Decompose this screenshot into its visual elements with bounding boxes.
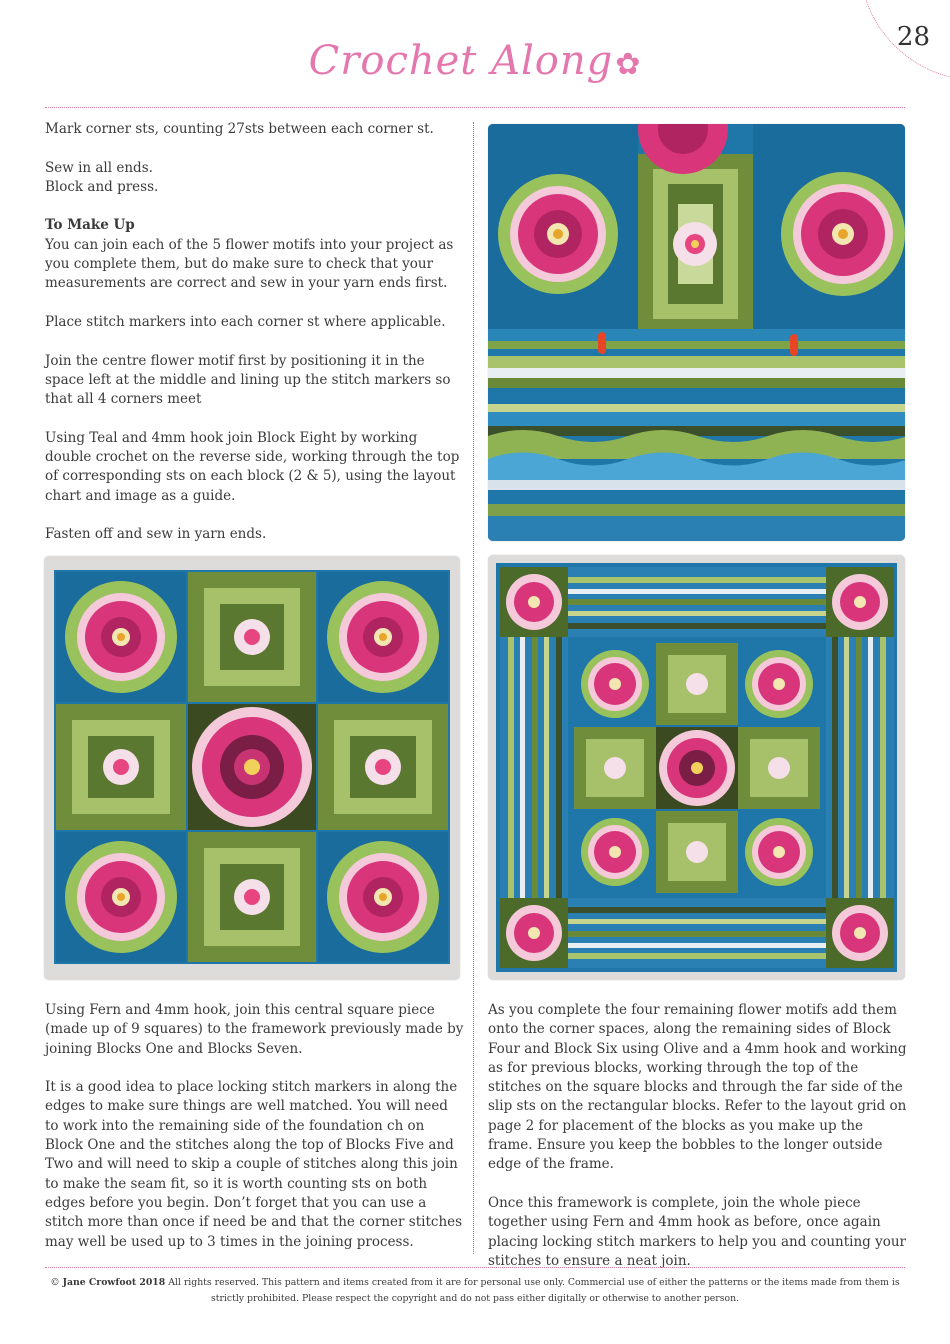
photo-complete-framework bbox=[488, 555, 905, 980]
instructions-right-bottom bbox=[488, 1001, 908, 1290]
paragraph: Once this framework is complete, join the whole piece together using Fern and 4mm hook as before, once again placing locking stitch markers to help you and counting your stitches to ensure a neat join. bbox=[488, 1194, 906, 1269]
paragraph: Mark corner sts, counting 27sts between each corner st. bbox=[45, 121, 434, 137]
page-number: 28 bbox=[896, 22, 930, 52]
top-divider bbox=[45, 107, 905, 108]
copyright-author: Jane Crowfoot 2018 bbox=[62, 1277, 166, 1288]
paragraph: Block and press. bbox=[45, 178, 159, 195]
photo-nine-square-piece bbox=[44, 556, 460, 980]
copyright-symbol: © bbox=[50, 1277, 60, 1288]
paragraph: As you complete the four remaining flower motifs add them onto the corner spaces, along the remaining sides of Block Four and Block Six using Olive and a 4mm hook and working as for previous blocks, working through the top of the stitches on the square blocks and through the far side of the slip sts on the rectangular blocks. Refer to the layout grid on page 2 for placement of the blocks as you make up the frame. Ensure you keep the bobbles to the longer outside edge of the frame. bbox=[488, 1002, 907, 1173]
paragraph: Using Teal and 4mm hook join Block Eight by working double crochet on the reverse side, working through the top of corresponding sts on each block (2 & 5), using the layout chart and image as a guide. bbox=[45, 429, 460, 504]
paragraph: Join the centre flower motif first by positioning it in the space left at the middle and lining up the stitch markers so that all 4 corners meet bbox=[45, 352, 451, 408]
paragraph: Sew in all ends. bbox=[45, 159, 153, 176]
page-title bbox=[0, 38, 950, 84]
instructions-left-top bbox=[45, 120, 465, 564]
page-title-text: Crochet Along bbox=[308, 38, 614, 84]
bottom-divider bbox=[45, 1267, 905, 1268]
flower-icon: ✿ bbox=[615, 47, 642, 82]
paragraph: You can join each of the 5 flower motifs into your project as you complete them, but do make sure to check that your measurements are correct and sew in your yarn ends first. bbox=[45, 236, 454, 292]
copyright-text: All rights reserved. This pattern and items created from it are for personal use only. Commercial use of either the patterns or the items made from them is strictly prohibited. Please respect the copyright and do not pass either digitally or otherwise to another person. bbox=[168, 1277, 900, 1304]
column-divider bbox=[473, 122, 474, 1254]
paragraph: It is a good idea to place locking stitch markers in along the edges to make sure things are well matched. You will need to work into the remaining side of the foundation ch on Block One and the stitches along the top of Blocks Five and Two and will need to skip a couple of stitches along this join to make the seam fit, so it is worth counting sts on both edges before you begin. Don’t forget that you can use a stitch more than once if need be and that the corner stitches may well be used up to 3 times in the joining process. bbox=[45, 1079, 463, 1250]
copyright-footer bbox=[45, 1275, 905, 1307]
paragraph: Place stitch markers into each corner st where applicable. bbox=[45, 313, 446, 330]
instructions-left-bottom bbox=[45, 1001, 465, 1271]
paragraph: Fasten off and sew in yarn ends. bbox=[45, 526, 267, 543]
paragraph: Using Fern and 4mm hook, join this central square piece (made up of 9 squares) to the framework previously made by joining Blocks One and Blocks Seven. bbox=[45, 1002, 464, 1057]
photo-blocks-detail bbox=[488, 124, 905, 541]
section-heading: To Make Up bbox=[45, 217, 135, 234]
